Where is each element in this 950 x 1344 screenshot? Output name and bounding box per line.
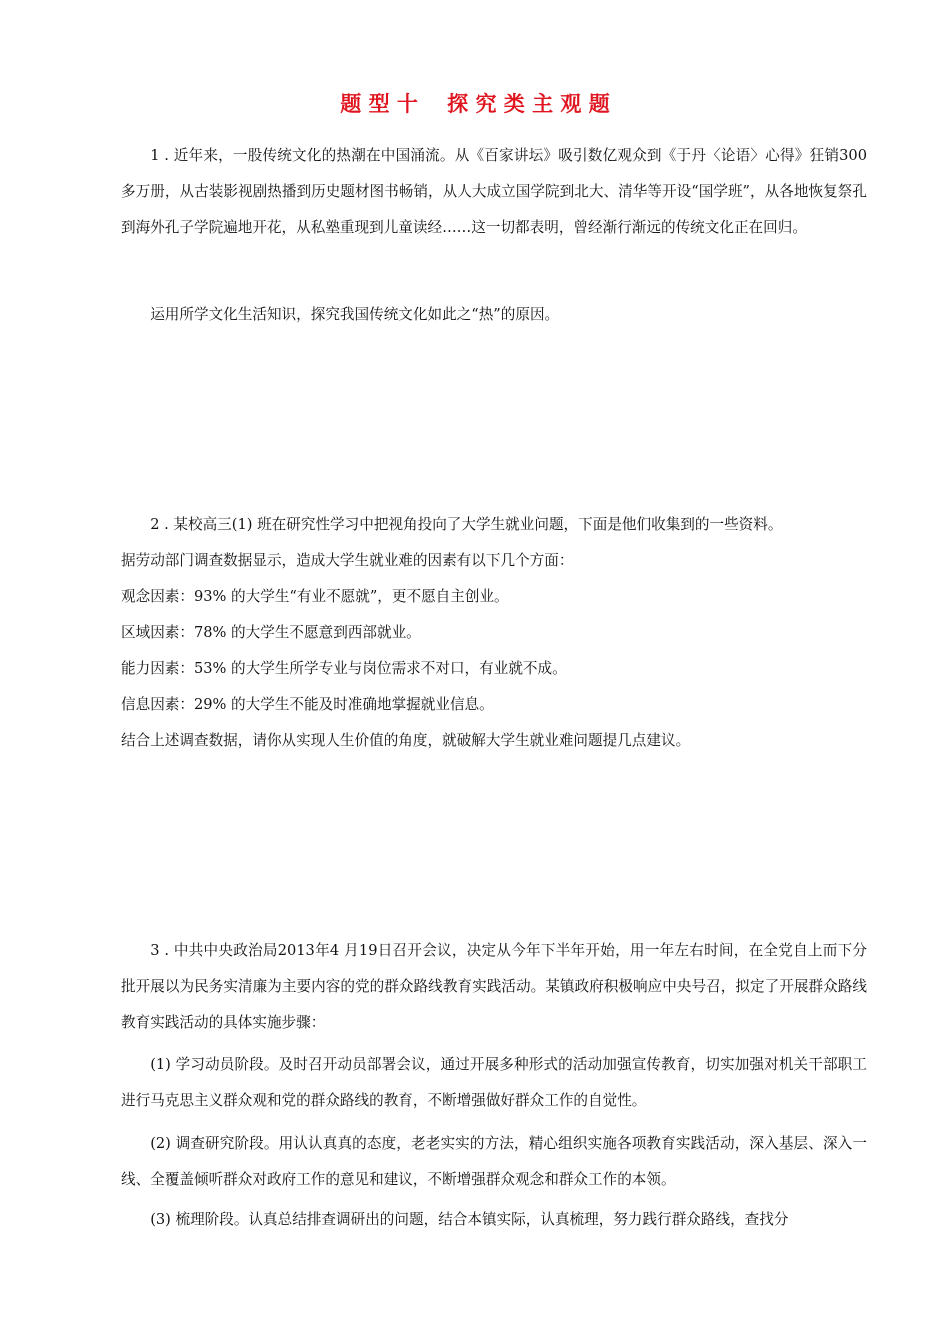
question-2-factor: 观念因素：93% 的大学生“有业不愿就”，更不愿自主创业。	[121, 588, 509, 605]
question-2-intro: 2 . 某校高三(1) 班在研究性学习中把视角投向了大学生就业问题，下面是他们收集到的一些资料。	[150, 516, 783, 533]
question-1-text: 1 . 近年来，一股传统文化的热潮在中国涌流。从《百家讲坛》吸引数亿观众到《于丹〈论语〉心得》狂销300 多万册，从古装影视剧热播到历史题材图书畅销，从人大成立国学院到北大、清华等开设“国学班”，从各地恢复祭孔到海外孔子学院遍地开花，从私塾重现到儿童读经……这一切都表明，曾经渐行渐远的传统文化正在回归。	[121, 147, 867, 236]
question-3-step: (3) 梳理阶段。认真总结排查调研出的问题，结合本镇实际，认真梳理，努力践行群众路线，查找分	[150, 1211, 789, 1228]
question-2-source: 据劳动部门调查数据显示，造成大学生就业难的因素有以下几个方面：	[121, 552, 574, 569]
question-2-prompt: 结合上述调查数据，请你从实现人生价值的角度，就破解大学生就业难问题提几点建议。	[121, 732, 691, 749]
question-2-factor: 信息因素：29% 的大学生不能及时准确地掌握就业信息。	[121, 696, 494, 713]
question-3-step: (1) 学习动员阶段。及时召开动员部署会议，通过开展多种形式的活动加强宣传教育，切实加强对机关干部职工进行马克思主义群众观和党的群众路线的教育，不断增强做好群众工作的自觉性。	[121, 1056, 867, 1109]
question-3-intro: 3 . 中共中央政治局2013年4 月19日召开会议，决定从今年下半年开始，用一年左右时间，在全党自上而下分批开展以为民务实清廉为主要内容的党的群众路线教育实践活动。某镇政府积极响应中央号召，拟定了开展群众路线教育实践活动的具体实施步骤：	[121, 942, 867, 1031]
question-3-step: (2) 调查研究阶段。用认认真真的态度，老老实实的方法，精心组织实施各项教育实践活动，深入基层、深入一线、全覆盖倾听群众对政府工作的意见和建议，不断增强群众观念和群众工作的本领。	[121, 1135, 867, 1188]
page-title: 题 型 十 探 究 类 主 观 题	[340, 92, 610, 116]
question-2-factor: 区域因素：78% 的大学生不愿意到西部就业。	[121, 624, 421, 641]
question-1-prompt: 运用所学文化生活知识，探究我国传统文化如此之“热”的原因。	[150, 306, 560, 323]
question-2-factor: 能力因素：53% 的大学生所学专业与岗位需求不对口，有业就不成。	[121, 660, 567, 677]
